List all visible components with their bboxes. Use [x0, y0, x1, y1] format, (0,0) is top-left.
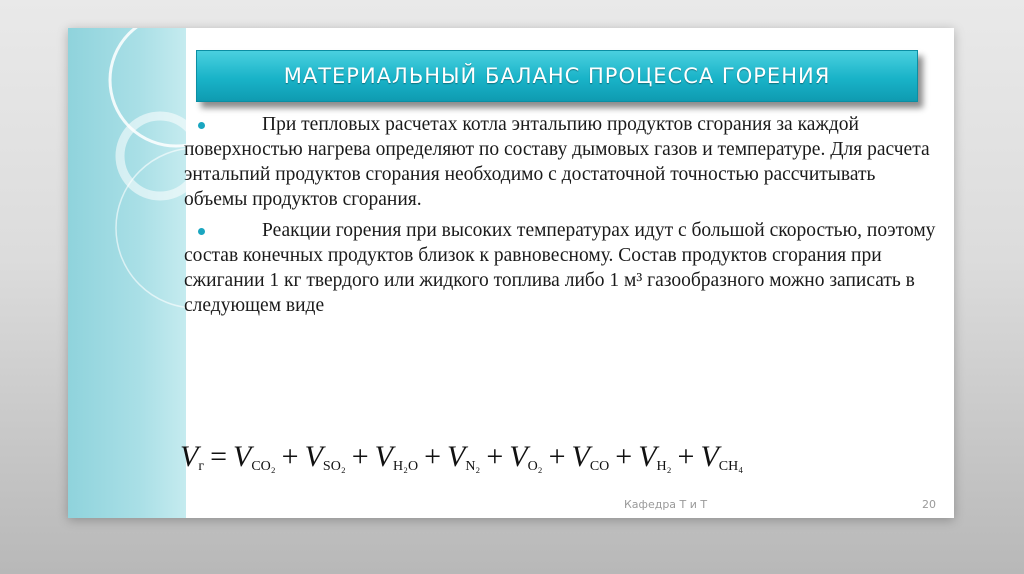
decorative-side-band: [68, 28, 186, 518]
formula-lhs: $V_г$: [180, 440, 205, 474]
formula-plus: +: [677, 440, 695, 473]
formula-plus: +: [486, 440, 504, 473]
formula-term: $V_{H_2O}$: [374, 440, 419, 474]
formula-plus: +: [548, 440, 566, 473]
page-number: 20: [922, 498, 936, 511]
formula-term: $V_{CO_2}$: [233, 440, 276, 474]
bullet-text: Реакции горения при высоких температурах идут с большой скоростью, поэтому состав конечных продуктов близок к равновесному. Состав продуктов сгорания при сжигании 1 кг твердого или жидкого топлива либо 1 м³ газообразного можно записать в следующем виде: [184, 220, 936, 316]
formula-term: $V_{H_2}$: [638, 440, 672, 474]
formula-term: $V_{CH_4}$: [700, 440, 744, 474]
footer-department: Кафедра Т и Т: [624, 498, 708, 511]
bullet-icon: [198, 228, 205, 235]
slide: [68, 28, 954, 518]
bullet-icon: [198, 122, 205, 129]
formula-plus: +: [281, 440, 299, 473]
formula-plus: +: [615, 440, 633, 473]
formula-equals: =: [210, 440, 227, 473]
formula-plus: +: [351, 440, 369, 473]
title-bar: [196, 50, 918, 102]
list-item: [180, 112, 940, 212]
slide-title: МАТЕРИАЛЬНЫЙ БАЛАНС ПРОЦЕССА ГОРЕНИЯ: [283, 64, 831, 88]
formula-term: $V_{SO_2}$: [304, 440, 346, 474]
formula-term: $V_{O_2}$: [509, 440, 543, 474]
decorative-arcs-graphic: [68, 28, 186, 518]
list-item: [180, 218, 940, 318]
bullet-text: При тепловых расчетах котла энтальпию продуктов сгорания за каждой поверхностью нагрева определяют по составу дымовых газов и температуре. Для расчета энтальпий продуктов сгорания необходимо с достаточной точностью рассчитывать объемы продуктов сгорания.: [184, 114, 930, 210]
balance-formula: [180, 440, 940, 475]
formula-plus: +: [424, 440, 441, 473]
formula-term: $V_{N_2}$: [446, 440, 481, 474]
bullet-list: [180, 112, 940, 324]
formula-term: $V_{CO}$: [571, 440, 610, 474]
